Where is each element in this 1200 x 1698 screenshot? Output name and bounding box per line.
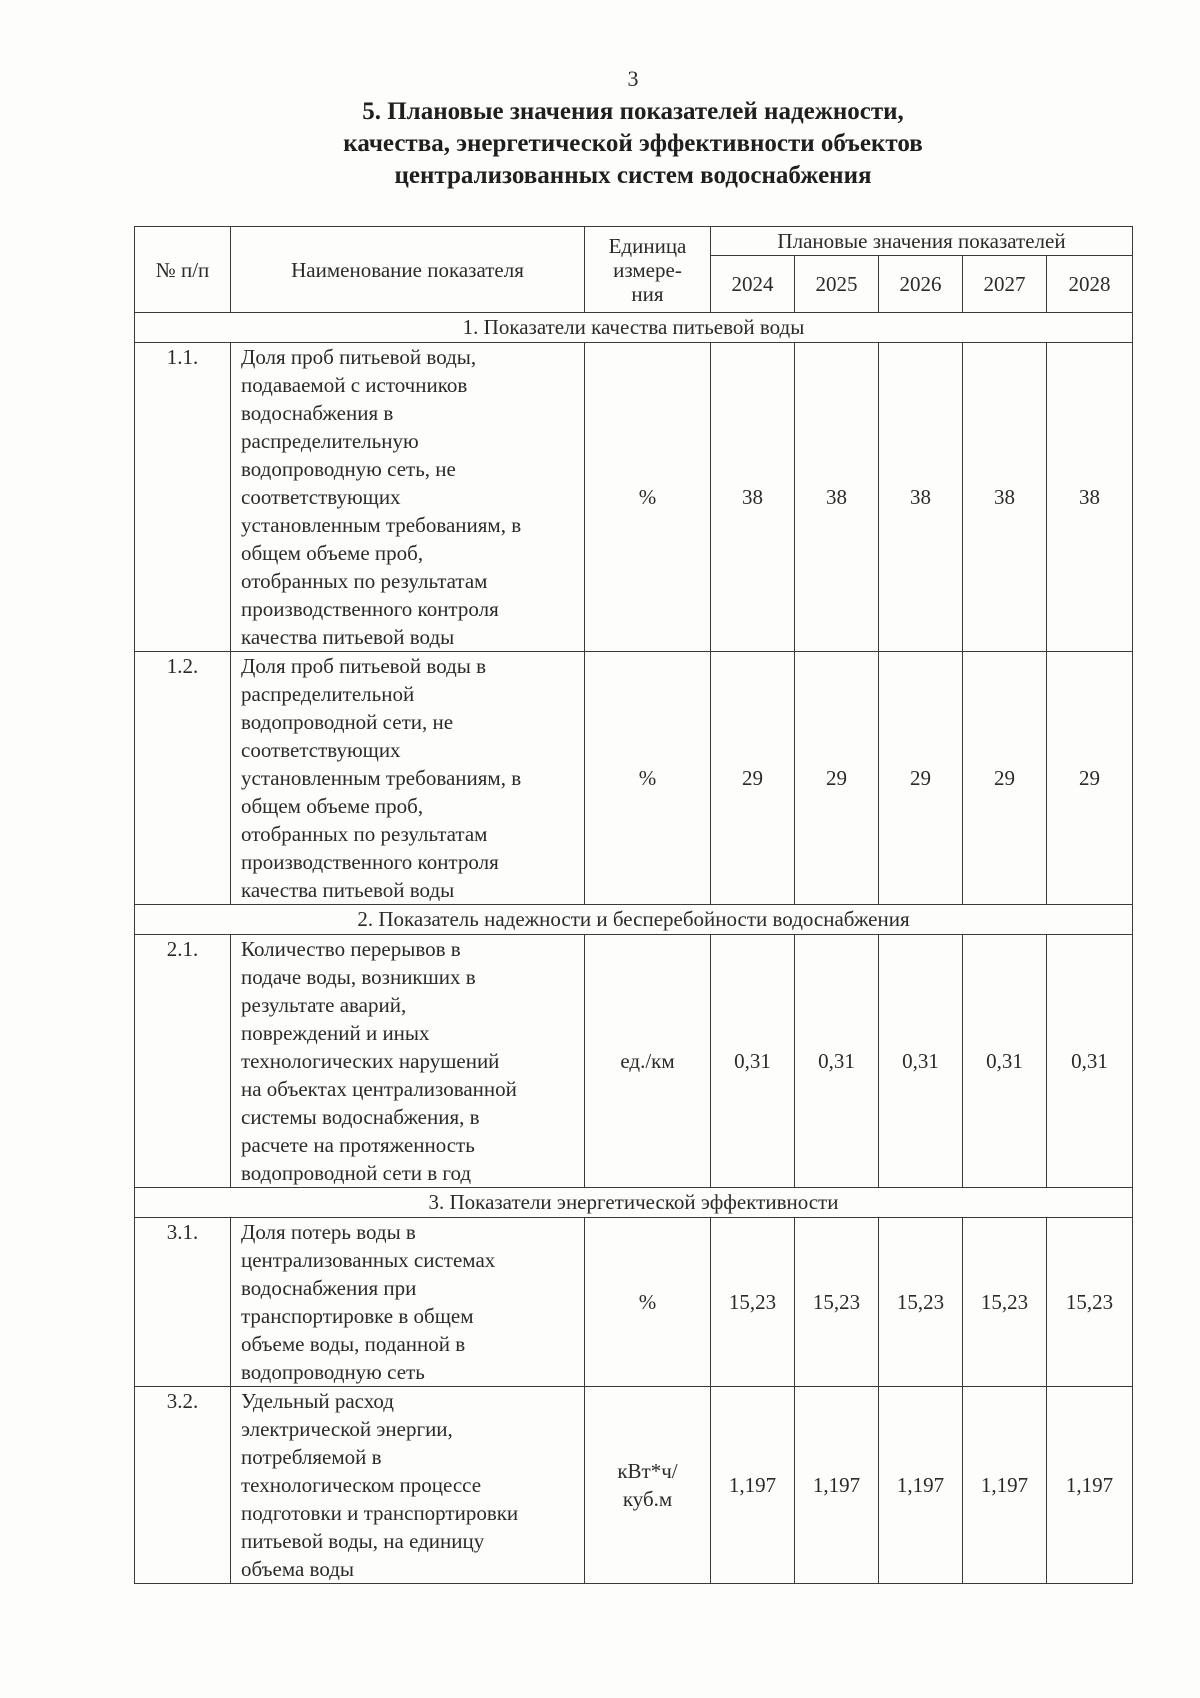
title-line: 5. Плановые значения показателей надежности,: [362, 98, 904, 125]
section-number: 1.: [462, 315, 479, 339]
header-year: 2027: [963, 256, 1047, 313]
indicator-name: [231, 1387, 585, 1584]
header-year: 2024: [711, 256, 795, 313]
value-cell: 0,31: [711, 935, 795, 1188]
table-row: [135, 343, 1133, 652]
indicator-name-line: производственного контроля: [241, 597, 499, 621]
indicator-name-line: повреждений и иных: [241, 1021, 430, 1045]
indicator-name-line: подаче воды, возникших в: [241, 965, 476, 989]
indicator-name-line: отобранных по результатам: [241, 822, 488, 846]
row-number: 1.1.: [135, 343, 231, 652]
indicator-name-line: объема воды: [241, 1557, 355, 1581]
section-title-text: Показатель надежности и бесперебойности водоснабжения: [378, 907, 910, 931]
value-cell: 15,23: [711, 1218, 795, 1387]
indicator-name-line: Доля проб питьевой воды,: [241, 345, 477, 369]
unit-cell: [585, 343, 711, 652]
value-cell: 1,197: [711, 1387, 795, 1584]
indicator-name: [231, 935, 585, 1188]
indicator-name-line: на объектах централизованной: [241, 1077, 517, 1101]
indicator-name-line: качества питьевой воды: [241, 625, 455, 649]
table-row: [135, 1387, 1133, 1584]
indicator-name-line: электрической энергии,: [241, 1417, 453, 1441]
unit-cell: [585, 652, 711, 905]
table-row: [135, 652, 1133, 905]
indicator-name-line: распределительной: [241, 682, 415, 706]
header-num: № п/п: [135, 227, 231, 313]
indicator-name-line: подаваемой с источников: [241, 373, 468, 397]
value-cell: 1,197: [1047, 1387, 1133, 1584]
table-body: [135, 313, 1133, 1584]
value-cell: 38: [963, 343, 1047, 652]
value-cell: 0,31: [963, 935, 1047, 1188]
value-cell: 15,23: [963, 1218, 1047, 1387]
unit-line: %: [638, 1290, 657, 1314]
indicator-name-line: общем объеме проб,: [241, 541, 424, 565]
indicator-name-line: водоснабжения при: [241, 1276, 417, 1300]
value-cell: 38: [711, 343, 795, 652]
indicator-name-line: соответствующих: [241, 738, 401, 762]
indicator-name-line: водопроводной сети, не: [241, 710, 454, 734]
indicator-name-line: водопроводную сеть: [241, 1360, 425, 1384]
value-cell: 29: [1047, 652, 1133, 905]
unit-line: куб.м: [622, 1487, 673, 1511]
section-title-text: Показатели энергетической эффективности: [449, 1190, 839, 1214]
indicator-name-line: централизованных системах: [241, 1248, 496, 1272]
header-year: 2028: [1047, 256, 1133, 313]
title-line: качества, энергетической эффективности объектов: [343, 130, 923, 157]
indicator-name-line: Доля потерь воды в: [241, 1220, 416, 1244]
section-row: [135, 1188, 1133, 1218]
section-title-text: Показатели качества питьевой воды: [483, 315, 805, 339]
indicator-name-line: водопроводной сети в год: [241, 1161, 472, 1185]
value-cell: 1,197: [879, 1387, 963, 1584]
header-unit-line: ния: [631, 281, 664, 306]
unit-cell: [585, 1387, 711, 1584]
value-cell: 0,31: [879, 935, 963, 1188]
page-number: 3: [627, 66, 639, 91]
indicator-name-line: распределительную: [241, 429, 419, 453]
unit-line: ед./км: [620, 1049, 675, 1073]
indicator-name-line: транспортировке в общем: [241, 1304, 474, 1328]
value-cell: 0,31: [1047, 935, 1133, 1188]
unit-line: %: [638, 766, 657, 790]
value-cell: 1,197: [963, 1387, 1047, 1584]
header-unit-line: измере-: [613, 257, 682, 282]
row-number: 1.2.: [135, 652, 231, 905]
unit-cell: [585, 1218, 711, 1387]
indicator-name-line: качества питьевой воды: [241, 878, 455, 902]
indicator-name-line: водоснабжения в: [241, 401, 394, 425]
indicator-name-line: Доля проб питьевой воды в: [241, 654, 487, 678]
value-cell: 29: [795, 652, 879, 905]
indicator-name-line: производственного контроля: [241, 850, 499, 874]
indicator-name-line: Количество перерывов в: [241, 937, 461, 961]
value-cell: 15,23: [1047, 1218, 1133, 1387]
header-year: 2026: [879, 256, 963, 313]
header-name: Наименование показателя: [231, 227, 585, 313]
indicator-name-line: подготовки и транспортировки: [241, 1501, 519, 1525]
indicator-name-line: результате аварий,: [241, 993, 407, 1017]
header-unit-line: Единица: [608, 233, 687, 258]
section-row: [135, 905, 1133, 935]
indicator-name-line: соответствующих: [241, 485, 401, 509]
indicators-table: [134, 226, 1133, 1584]
indicator-name-line: питьевой воды, на единицу: [241, 1529, 485, 1553]
section-title: [135, 905, 1133, 935]
value-cell: 38: [1047, 343, 1133, 652]
section-row: [135, 313, 1133, 343]
header-plan-values: Плановые значения показателей: [711, 227, 1133, 256]
indicator-name-line: Удельный расход: [241, 1389, 394, 1413]
indicator-name-line: установленным требованиям, в: [241, 513, 522, 537]
indicator-name-line: общем объеме проб,: [241, 794, 424, 818]
indicator-name: [231, 343, 585, 652]
unit-cell: [585, 935, 711, 1188]
value-cell: 38: [879, 343, 963, 652]
header-unit: [585, 227, 711, 313]
value-cell: 29: [963, 652, 1047, 905]
indicator-name-line: системы водоснабжения, в: [241, 1105, 480, 1129]
indicator-name-line: отобранных по результатам: [241, 569, 488, 593]
indicator-name: [231, 1218, 585, 1387]
header-year: 2025: [795, 256, 879, 313]
section-title: [135, 313, 1133, 343]
row-number: 3.1.: [135, 1218, 231, 1387]
document-title: [0, 96, 1200, 192]
value-cell: 15,23: [879, 1218, 963, 1387]
indicator-name-line: потребляемой в: [241, 1445, 382, 1469]
row-number: 2.1.: [135, 935, 231, 1188]
value-cell: 38: [795, 343, 879, 652]
indicator-name-line: расчете на протяженность: [241, 1133, 475, 1157]
value-cell: 0,31: [795, 935, 879, 1188]
indicator-name-line: водопроводную сеть, не: [241, 457, 456, 481]
indicator-name-line: технологических нарушений: [241, 1049, 500, 1073]
section-title: [135, 1188, 1133, 1218]
indicator-name-line: объеме воды, поданной в: [241, 1332, 466, 1356]
value-cell: 1,197: [795, 1387, 879, 1584]
unit-line: кВт*ч/: [617, 1459, 678, 1483]
value-cell: 29: [879, 652, 963, 905]
indicator-name-line: установленным требованиям, в: [241, 766, 522, 790]
indicator-name-line: технологическом процессе: [241, 1473, 482, 1497]
unit-line: %: [638, 485, 657, 509]
table-row: [135, 935, 1133, 1188]
row-number: 3.2.: [135, 1387, 231, 1584]
section-number: 3.: [428, 1190, 445, 1214]
value-cell: 15,23: [795, 1218, 879, 1387]
table-row: [135, 1218, 1133, 1387]
indicator-name: [231, 652, 585, 905]
section-number: 2.: [357, 907, 374, 931]
title-line: централизованных систем водоснабжения: [394, 162, 872, 189]
value-cell: 29: [711, 652, 795, 905]
